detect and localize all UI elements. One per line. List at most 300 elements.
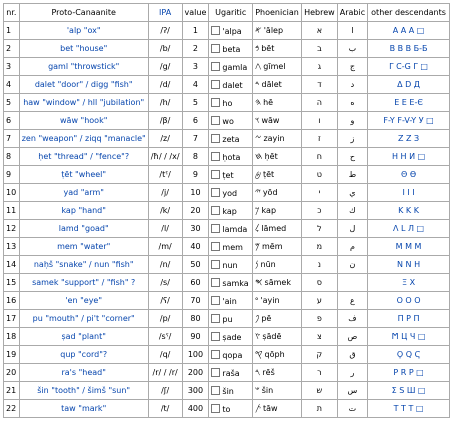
phoenician-name: nūn (260, 259, 276, 269)
cell-arabic: ق (337, 346, 367, 364)
phoenician-glyph: 𐤄 (255, 97, 262, 108)
table-row (4, 40, 450, 58)
table-row (4, 22, 450, 40)
missing-glyph-icon (211, 206, 220, 215)
missing-glyph-icon (211, 278, 220, 287)
phoenician-glyph: 𐤎 (255, 277, 263, 288)
header-row (4, 4, 450, 22)
cell-other-descendants[interactable]: Λ L Л □ (368, 220, 450, 238)
cell-proto-canaanite[interactable]: šin "tooth" / šimš "sun" (19, 382, 148, 400)
header-hebrew: Hebrew (302, 4, 338, 22)
phoenician-name: 'ālep (263, 25, 284, 35)
phoenician-glyph: 𐤂 (255, 61, 262, 72)
table-row (4, 184, 450, 202)
cell-ipa: /h/ (148, 94, 182, 112)
phoenician-glyph: 𐤆 (255, 133, 262, 144)
cell-arabic: ن (337, 256, 367, 274)
cell-phoenician (253, 220, 302, 238)
phoenician-glyph: 𐤇 (255, 151, 263, 162)
table-row (4, 130, 450, 148)
cell-ipa: /d/ (148, 76, 182, 94)
phoenician-name: rēš (262, 367, 275, 377)
cell-arabic: ط (337, 166, 367, 184)
table-row (4, 94, 450, 112)
cell-proto-canaanite[interactable]: ra's "head" (19, 364, 148, 382)
header-ipa[interactable]: IPA (148, 4, 182, 22)
cell-hebrew: ז (302, 130, 338, 148)
ugaritic-name: beta (222, 44, 241, 54)
cell-ugaritic (209, 112, 253, 130)
cell-arabic: ت (337, 400, 367, 418)
phoenician-name: pē (261, 313, 272, 323)
cell-arabic: ع (337, 292, 367, 310)
table-row (4, 292, 450, 310)
cell-other-descendants[interactable]: Θ Ѳ (368, 166, 450, 184)
cell-nr: 19 (4, 346, 20, 364)
cell-phoenician (253, 40, 302, 58)
cell-hebrew: ח (302, 148, 338, 166)
cell-phoenician (253, 166, 302, 184)
missing-glyph-icon (211, 242, 220, 251)
ugaritic-name: ḥota (222, 152, 241, 162)
missing-glyph-icon (211, 224, 220, 233)
cell-nr: 15 (4, 274, 20, 292)
phoenician-name: kap (261, 205, 277, 215)
cell-other-descendants[interactable]: Η Н И □ (368, 148, 450, 166)
cell-ipa: /r/ / /r/ (148, 364, 182, 382)
missing-glyph-icon (211, 134, 220, 143)
cell-ugaritic (209, 94, 253, 112)
phoenician-name: šin (261, 385, 274, 395)
cell-value: 50 (182, 256, 209, 274)
cell-phoenician (253, 22, 302, 40)
cell-other-descendants[interactable]: Ϻ Ц Ч □ (368, 328, 450, 346)
missing-glyph-icon (211, 170, 220, 179)
ugaritic-name: raša (222, 368, 240, 378)
cell-nr: 16 (4, 292, 20, 310)
phoenician-name: mēm (261, 241, 283, 251)
ugaritic-name: 'ain (222, 296, 237, 306)
cell-value: 60 (182, 274, 209, 292)
phoenician-name: ḥēt (264, 151, 278, 161)
cell-ugaritic (209, 184, 253, 202)
cell-phoenician (253, 76, 302, 94)
cell-hebrew: ע (302, 292, 338, 310)
cell-phoenician (253, 184, 302, 202)
cell-arabic: م (337, 238, 367, 256)
cell-ugaritic (209, 148, 253, 166)
cell-ugaritic (209, 220, 253, 238)
header-arabic: Arabic (337, 4, 367, 22)
cell-arabic: ا (337, 22, 367, 40)
cell-nr: 13 (4, 238, 20, 256)
cell-value: 40 (182, 238, 209, 256)
cell-arabic: ه (337, 94, 367, 112)
header-proto-canaanite: Proto-Canaanite (19, 4, 148, 22)
cell-ipa: /t/ (148, 400, 182, 418)
cell-other-descendants[interactable]: Α Α Α □ (368, 22, 450, 40)
header-other-descendants: other descendants (368, 4, 450, 22)
cell-arabic: ب (337, 40, 367, 58)
phoenician-name: dālet (261, 79, 282, 89)
cell-hebrew: ר (302, 364, 338, 382)
missing-glyph-icon (211, 260, 220, 269)
cell-arabic: ل (337, 220, 367, 238)
cell-other-descendants[interactable]: Ν Ν Η (368, 256, 450, 274)
table-row (4, 112, 450, 130)
phoenician-name: sāmek (264, 277, 291, 287)
cell-nr: 11 (4, 202, 20, 220)
cell-nr: 3 (4, 58, 20, 76)
cell-proto-canaanite[interactable]: gaml "throwstick" (19, 58, 148, 76)
cell-hebrew: ה (302, 94, 338, 112)
cell-arabic: ي (337, 184, 367, 202)
cell-proto-canaanite[interactable]: qup "cord"? (19, 346, 148, 364)
phoenician-glyph: 𐤁 (255, 43, 260, 54)
ugaritic-name: ho (222, 98, 233, 108)
ugaritic-name: ṣade (222, 332, 242, 342)
cell-ugaritic (209, 256, 253, 274)
cell-other-descendants[interactable]: Ι Ι І (368, 184, 450, 202)
cell-hebrew: ו (302, 112, 338, 130)
table-body (4, 22, 450, 418)
cell-ugaritic (209, 22, 253, 40)
phoenician-glyph: 𐤌 (255, 241, 260, 252)
cell-value: 3 (182, 58, 209, 76)
cell-hebrew: כ (302, 202, 338, 220)
cell-ipa: /z/ (148, 130, 182, 148)
table-row (4, 58, 450, 76)
cell-phoenician (253, 130, 302, 148)
cell-proto-canaanite[interactable]: taw "mark" (19, 400, 148, 418)
cell-hebrew: ג (302, 58, 338, 76)
cell-arabic: س (337, 382, 367, 400)
cell-nr: 21 (4, 382, 20, 400)
cell-value: 8 (182, 148, 209, 166)
cell-proto-canaanite[interactable]: samek "support" / "fish" ? (19, 274, 148, 292)
cell-ugaritic (209, 382, 253, 400)
table-row (4, 166, 450, 184)
cell-ugaritic (209, 310, 253, 328)
cell-hebrew: פ (302, 310, 338, 328)
ugaritic-name: šin (222, 386, 234, 396)
cell-proto-canaanite[interactable]: ḥet "thread" / "fence"? (19, 148, 148, 166)
cell-ugaritic (209, 58, 253, 76)
missing-glyph-icon (211, 404, 220, 413)
cell-nr: 14 (4, 256, 20, 274)
ugaritic-name: samka (222, 278, 249, 288)
table-row (4, 310, 450, 328)
ugaritic-name: mem (222, 242, 243, 252)
cell-phoenician (253, 112, 302, 130)
cell-ugaritic (209, 166, 253, 184)
missing-glyph-icon (211, 80, 220, 89)
cell-arabic: ص (337, 328, 367, 346)
cell-ipa: /j/ (148, 184, 182, 202)
cell-value: 400 (182, 400, 209, 418)
cell-value: 9 (182, 166, 209, 184)
cell-proto-canaanite[interactable]: ṣad "plant" (19, 328, 148, 346)
cell-ipa: /β/ (148, 112, 182, 130)
cell-value: 90 (182, 328, 209, 346)
cell-nr: 10 (4, 184, 20, 202)
cell-other-descendants[interactable]: Σ S Ш □ (368, 382, 450, 400)
cell-other-descendants[interactable]: Ε Е Е-Є (368, 94, 450, 112)
missing-glyph-icon (211, 332, 220, 341)
cell-proto-canaanite[interactable]: mem "water" (19, 238, 148, 256)
cell-hebrew: ל (302, 220, 338, 238)
cell-ipa: /m/ (148, 238, 182, 256)
cell-ipa: /b/ (148, 40, 182, 58)
cell-arabic: د (337, 76, 367, 94)
phoenician-glyph: 𐤒 (255, 349, 263, 360)
table-row (4, 346, 450, 364)
phoenician-name: 'ayin (260, 295, 280, 305)
phoenician-name: tāw (262, 403, 278, 413)
cell-arabic (337, 274, 367, 292)
cell-phoenician (253, 202, 302, 220)
phoenician-glyph: 𐤍 (255, 259, 259, 270)
ugaritic-name: qopa (222, 350, 243, 360)
cell-phoenician (253, 364, 302, 382)
cell-ugaritic (209, 274, 253, 292)
cell-ipa: /q/ (148, 346, 182, 364)
cell-ipa: /g/ (148, 58, 182, 76)
cell-phoenician (253, 58, 302, 76)
table-row (4, 400, 450, 418)
cell-nr: 6 (4, 112, 20, 130)
ugaritic-name: 'alpa (222, 26, 242, 36)
cell-arabic: ك (337, 202, 367, 220)
cell-other-descendants[interactable]: Ρ R Ρ □ (368, 364, 450, 382)
cell-nr: 7 (4, 130, 20, 148)
missing-glyph-icon (211, 386, 220, 395)
phoenician-glyph: 𐤊 (255, 205, 260, 216)
header-phoenician: Phoenician (253, 4, 302, 22)
ugaritic-name: zeta (222, 134, 240, 144)
cell-value: 30 (182, 220, 209, 238)
ugaritic-name: lamda (222, 224, 248, 234)
cell-value: 70 (182, 292, 209, 310)
cell-other-descendants[interactable]: Ο Ο Ο (368, 292, 450, 310)
ugaritic-name: ṭet (222, 170, 234, 180)
phoenician-glyph: 𐤀 (255, 25, 262, 36)
table-row (4, 328, 450, 346)
cell-ipa: /p/ (148, 310, 182, 328)
cell-ipa: /ʔ/ (148, 22, 182, 40)
cell-nr: 8 (4, 148, 20, 166)
cell-hebrew: א (302, 22, 338, 40)
cell-other-descendants[interactable]: Ξ Χ (368, 274, 450, 292)
cell-proto-canaanite[interactable]: naḥš "snake" / nun "fish" (19, 256, 148, 274)
cell-hebrew: ק (302, 346, 338, 364)
ugaritic-name: dalet (222, 80, 243, 90)
cell-ugaritic (209, 292, 253, 310)
cell-proto-canaanite[interactable]: wāw "hook" (19, 112, 148, 130)
table-row (4, 256, 450, 274)
missing-glyph-icon (211, 296, 220, 305)
header-nr: nr. (4, 4, 20, 22)
cell-ugaritic (209, 238, 253, 256)
ugaritic-name: yod (222, 188, 238, 198)
cell-arabic: ز (337, 130, 367, 148)
cell-nr: 22 (4, 400, 20, 418)
cell-ugaritic (209, 40, 253, 58)
cell-nr: 9 (4, 166, 20, 184)
cell-arabic: ف (337, 310, 367, 328)
cell-hebrew: ד (302, 76, 338, 94)
cell-ipa: /ħ/ / /x/ (148, 148, 182, 166)
cell-other-descendants[interactable]: Ζ Z З (368, 130, 450, 148)
cell-other-descendants[interactable]: Π Ρ Π (368, 310, 450, 328)
table-row (4, 382, 450, 400)
cell-phoenician (253, 94, 302, 112)
cell-hebrew: ת (302, 400, 338, 418)
cell-hebrew: ט (302, 166, 338, 184)
cell-proto-canaanite[interactable]: dalet "door" / digg "fish" (19, 76, 148, 94)
phoenician-glyph: 𐤑 (255, 331, 261, 342)
cell-proto-canaanite[interactable]: 'en "eye" (19, 292, 148, 310)
cell-phoenician (253, 256, 302, 274)
cell-hebrew: מ (302, 238, 338, 256)
cell-value: 2 (182, 40, 209, 58)
table-row (4, 238, 450, 256)
phoenician-glyph: 𐤋 (255, 223, 260, 234)
cell-nr: 5 (4, 94, 20, 112)
table-row (4, 76, 450, 94)
phoenician-name: ṭēt (263, 169, 275, 179)
table-row (4, 274, 450, 292)
cell-ugaritic (209, 400, 253, 418)
missing-glyph-icon (211, 152, 220, 161)
phoenician-glyph: 𐤉 (255, 187, 261, 198)
cell-value: 1 (182, 22, 209, 40)
cell-proto-canaanite[interactable]: zen "weapon" / ziqq "manacle" (19, 130, 148, 148)
cell-nr: 1 (4, 22, 20, 40)
cell-hebrew: י (302, 184, 338, 202)
cell-proto-canaanite[interactable]: lamd "goad" (19, 220, 148, 238)
ugaritic-name: kap (222, 206, 237, 216)
missing-glyph-icon (211, 98, 220, 107)
missing-glyph-icon (211, 350, 220, 359)
ugaritic-name: gamla (222, 62, 248, 72)
cell-value: 10 (182, 184, 209, 202)
cell-value: 80 (182, 310, 209, 328)
cell-nr: 17 (4, 310, 20, 328)
cell-hebrew: ס (302, 274, 338, 292)
cell-other-descendants[interactable]: Τ Τ Τ □ (368, 400, 450, 418)
cell-ipa: /k/ (148, 202, 182, 220)
phoenician-name: gīmel (263, 61, 286, 71)
cell-ipa: /sˤ/ (148, 328, 182, 346)
phoenician-name: yōd (262, 187, 278, 197)
missing-glyph-icon (211, 62, 220, 71)
cell-value: 200 (182, 364, 209, 382)
cell-value: 4 (182, 76, 209, 94)
phoenician-name: qōph (264, 349, 285, 359)
phoenician-glyph: 𐤃 (255, 79, 260, 90)
cell-nr: 12 (4, 220, 20, 238)
cell-proto-canaanite[interactable]: bet "house" (19, 40, 148, 58)
cell-value: 300 (182, 382, 209, 400)
phoenician-glyph: 𐤏 (255, 295, 259, 306)
cell-ugaritic (209, 130, 253, 148)
ugaritic-name: to (222, 404, 231, 414)
phoenician-glyph: 𐤅 (255, 115, 260, 126)
cell-value: 7 (182, 130, 209, 148)
table-row (4, 202, 450, 220)
cell-other-descendants[interactable]: Μ Μ Μ (368, 238, 450, 256)
table-row (4, 148, 450, 166)
phoenician-glyph: 𐤔 (255, 385, 260, 396)
cell-arabic: ر (337, 364, 367, 382)
cell-hebrew: ש (302, 382, 338, 400)
cell-proto-canaanite[interactable]: yad "arm" (19, 184, 148, 202)
header-value: value (182, 4, 209, 22)
cell-proto-canaanite[interactable]: haw "window" / hll "jubilation" (19, 94, 148, 112)
cell-other-descendants[interactable]: Β В В Б-Б (368, 40, 450, 58)
cell-arabic: ج (337, 58, 367, 76)
cell-other-descendants[interactable]: Ϙ Q Ҁ (368, 346, 450, 364)
missing-glyph-icon (211, 314, 220, 323)
cell-phoenician (253, 148, 302, 166)
phoenician-glyph: 𐤕 (255, 403, 261, 414)
cell-ipa: /tˤ/ (148, 166, 182, 184)
cell-ipa: /ʃ/ (148, 382, 182, 400)
missing-glyph-icon (211, 368, 220, 377)
missing-glyph-icon (211, 188, 220, 197)
cell-other-descendants[interactable]: Κ Κ Κ (368, 202, 450, 220)
cell-value: 5 (182, 94, 209, 112)
cell-other-descendants[interactable]: Γ С-G Γ □ (368, 58, 450, 76)
phoenician-name: wāw (261, 115, 280, 125)
cell-phoenician (253, 328, 302, 346)
cell-arabic: ح (337, 148, 367, 166)
cell-value: 20 (182, 202, 209, 220)
missing-glyph-icon (211, 116, 220, 125)
cell-hebrew: נ (302, 256, 338, 274)
cell-value: 6 (182, 112, 209, 130)
cell-proto-canaanite[interactable]: kap "hand" (19, 202, 148, 220)
missing-glyph-icon (211, 44, 220, 53)
cell-proto-canaanite[interactable]: ṭēt "wheel" (19, 166, 148, 184)
cell-arabic: و (337, 112, 367, 130)
cell-proto-canaanite[interactable]: pu "mouth" / pi't "corner" (19, 310, 148, 328)
missing-glyph-icon (211, 26, 220, 35)
ugaritic-name: nun (222, 260, 238, 270)
cell-proto-canaanite[interactable]: 'alp "ox" (19, 22, 148, 40)
cell-value: 100 (182, 346, 209, 364)
alphabet-table (3, 3, 450, 418)
cell-phoenician (253, 274, 302, 292)
cell-ugaritic (209, 76, 253, 94)
cell-phoenician (253, 238, 302, 256)
cell-hebrew: צ (302, 328, 338, 346)
header-ugaritic: Ugaritic (209, 4, 253, 22)
phoenician-name: bēt (261, 43, 275, 53)
cell-phoenician (253, 292, 302, 310)
cell-hebrew: ב (302, 40, 338, 58)
phoenician-name: hē (263, 97, 274, 107)
phoenician-name: lāmed (261, 223, 287, 233)
phoenician-glyph: 𐤓 (255, 367, 261, 378)
cell-other-descendants[interactable]: F-Y F-V-Y У □ (368, 112, 450, 130)
cell-other-descendants[interactable]: Δ D Д (368, 76, 450, 94)
cell-ipa: /ʕ/ (148, 292, 182, 310)
cell-ipa: /s/ (148, 274, 182, 292)
cell-nr: 2 (4, 40, 20, 58)
phoenician-glyph: 𐤈 (255, 169, 261, 180)
